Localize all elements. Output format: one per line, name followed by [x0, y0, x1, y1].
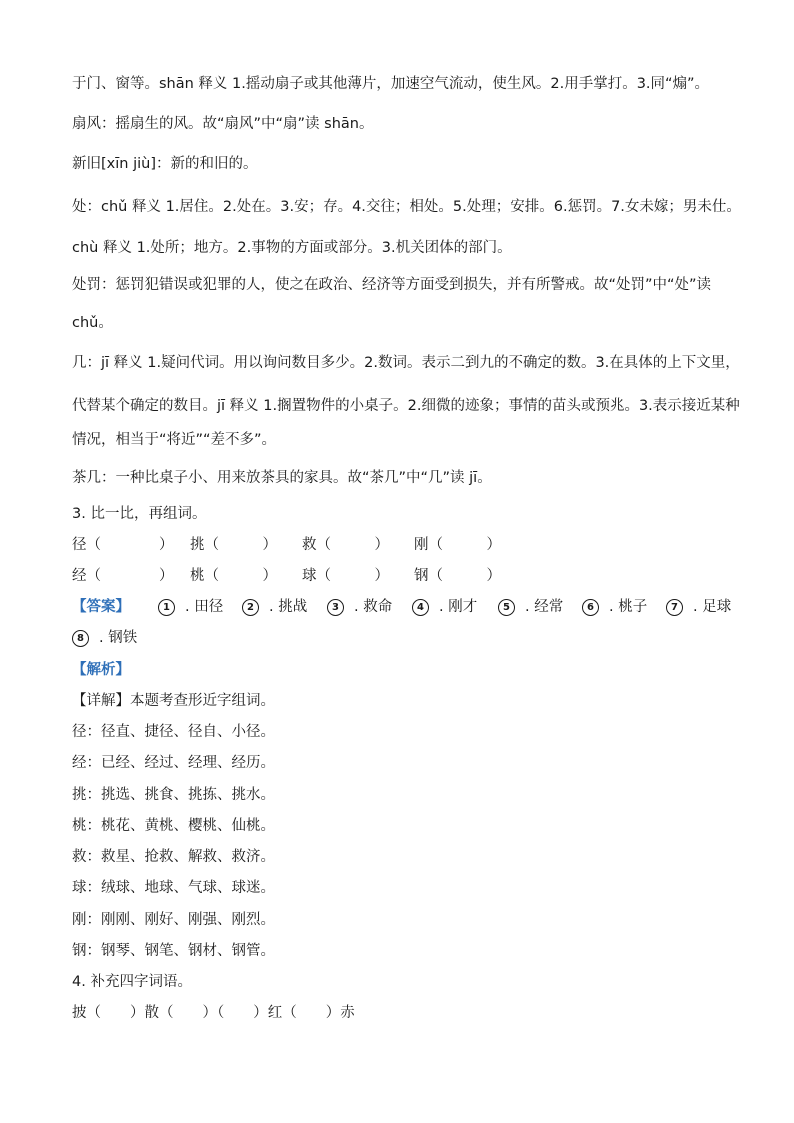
answer-item: 3 . 救命: [327, 597, 392, 617]
compare-cell: 钢（ ）: [414, 568, 501, 584]
answer-item: 5 . 经常: [498, 597, 563, 617]
compare-cell: 救（ ）: [302, 537, 389, 553]
answer-item: 1 . 田径: [158, 597, 223, 617]
answer-item: 2 . 挑战: [242, 597, 307, 617]
text-line: chù 释义 1.处所；地方。2.事物的方面或部分。3.机关团体的部门。: [72, 240, 512, 256]
text-line: 处：chǔ 释义 1.居住。2.处在。3.安；存。4.交往；相处。5.处理；安排。6.惩罚。7.女未嫁；男未仕。: [72, 199, 741, 215]
compare-cell: 径（ ）: [72, 537, 174, 553]
fill-blank-line: 披（ ）散（ ）（ ）红（ ）赤: [72, 1005, 355, 1021]
question-heading: 4. 补充四字词语。: [72, 974, 192, 990]
text-line: 茶几：一种比桌子小、用来放茶具的家具。故“茶几”中“几”读 jī。: [72, 470, 492, 486]
text-line: 几：jī 释义 1.疑问代词。用以询问数目多少。2.数词。表示二到九的不确定的数。3.在具体的上下文里，: [72, 355, 740, 371]
answer-item: 6 . 桃子: [582, 597, 647, 617]
text-line: 桃：桃花、黄桃、樱桃、仙桃。: [72, 818, 275, 834]
text-line: 扇风：摇扇生的风。故“扇风”中“扇”读 shān。: [72, 116, 374, 132]
answer-item: 8 . 钢铁: [72, 628, 137, 648]
text-line: 径：径直、捷径、径自、小径。: [72, 724, 275, 740]
text-line: 经：已经、经过、经理、经历。: [72, 755, 275, 771]
compare-cell: 球（ ）: [302, 568, 389, 584]
text-line: 刚：刚刚、刚好、刚强、刚烈。: [72, 912, 275, 928]
compare-cell: 经（ ）: [72, 568, 174, 584]
text-line: 情况，相当于“将近”“差不多”。: [72, 432, 277, 448]
text-line: 处罚：惩罚犯错误或犯罪的人，使之在政治、经济等方面受到损失，并有所警戒。故“处罚”中“处”读: [72, 277, 712, 293]
question-heading: 3. 比一比，再组词。: [72, 506, 207, 522]
text-line: 救：救星、抢救、解救、救济。: [72, 849, 275, 865]
text-line: 新旧[xīn jiù]：新的和旧的。: [72, 156, 258, 172]
text-line: 代替某个确定的数目。jī 释义 1.搁置物件的小桌子。2.细微的迹象；事情的苗头或预兆。3.表示接近某种: [72, 398, 740, 414]
analysis-label: 【解析】: [72, 662, 130, 678]
text-line: 【详解】本题考查形近字组词。: [72, 693, 275, 709]
answer-label: 【答案】: [72, 599, 130, 615]
compare-cell: 挑（ ）: [190, 537, 277, 553]
text-line: 球：绒球、地球、气球、球迷。: [72, 880, 275, 896]
text-line: 钢：钢琴、钢笔、钢材、钢管。: [72, 943, 275, 959]
text-line: chǔ。: [72, 315, 113, 331]
text-line: 于门、窗等。shān 释义 1.摇动扇子或其他薄片，加速空气流动，使生风。2.用手掌打。3.同“煽”。: [72, 76, 710, 92]
compare-cell: 刚（ ）: [414, 537, 501, 553]
text-line: 挑：挑选、挑食、挑拣、挑水。: [72, 787, 275, 803]
answer-item: 4 . 刚才: [412, 597, 477, 617]
answer-item: 7 . 足球: [666, 597, 731, 617]
compare-cell: 桃（ ）: [190, 568, 277, 584]
